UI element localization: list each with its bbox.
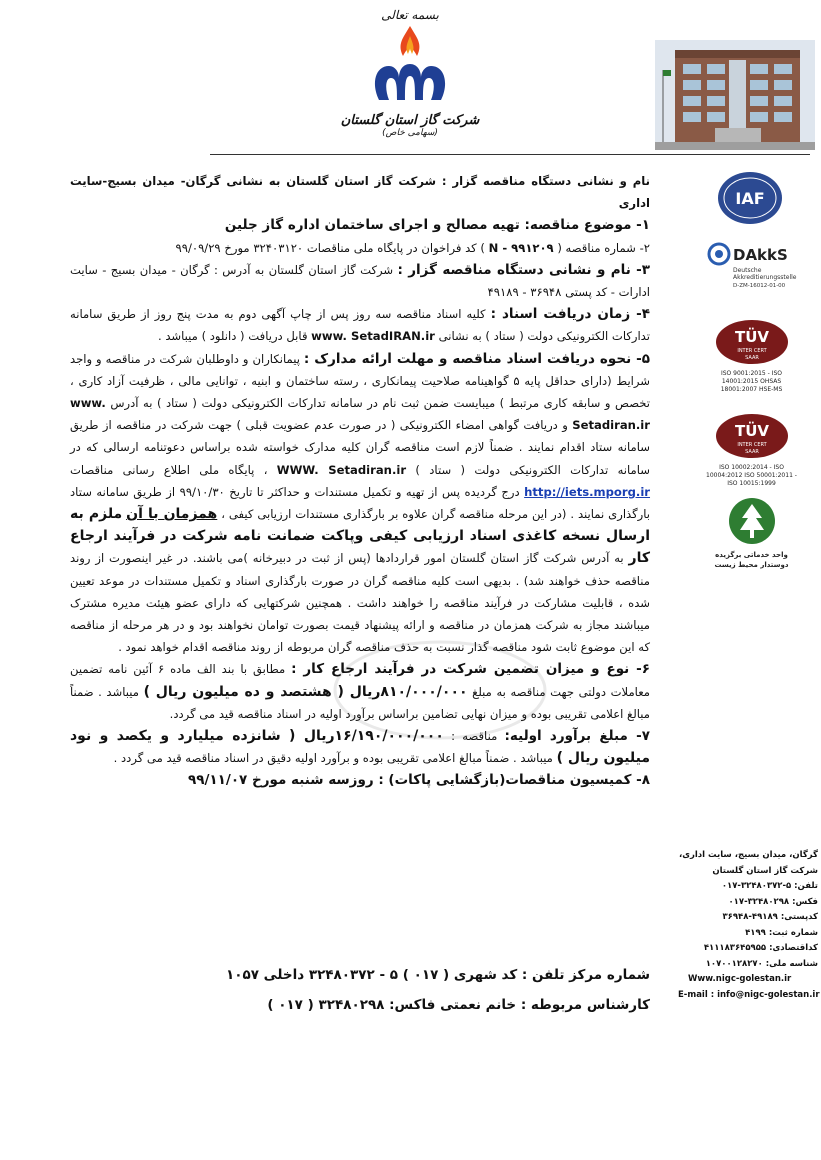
section-7-estimate: ۷- مبلغ برآورد اولیه: مناقصه : ۱۶/۱۹۰/۰۰۰/۰۰۰ریال ( شانزده میلیارد و یکصد و نود میلیون ریال ) میباشد . ضمناً مبالغ اعلامی تقریبی بوده و برآورد اولیه دقیق در اسناد مناقصه قید می گردد . [70, 728, 650, 767]
notice-body [70, 170, 650, 792]
svg-text:INTER CERT: INTER CERT [736, 348, 767, 354]
svg-text:Akkreditierungsstelle: Akkreditierungsstelle [732, 274, 796, 281]
iaf-cert-badge [702, 170, 797, 230]
tender-intro: نام و نشانی دستگاه مناقصه گزار : شرکت گاز استان گلستان به نشانی گرگان- میدان بسیج-سایت اداری [70, 174, 650, 211]
iaf-logo-icon [716, 170, 784, 226]
svg-text:TÜV: TÜV [734, 328, 769, 346]
environment-award-caption-1: واحد خدماتی برگزیده [715, 551, 788, 559]
tuv-logo-icon [712, 318, 792, 366]
svg-text:SAAR: SAAR [744, 449, 759, 455]
tuv-cert-badge-2 [704, 412, 799, 488]
dakks-label: DAkkS [732, 246, 788, 264]
environment-tree-icon [727, 496, 777, 546]
tender-number: N - ۹۹۱۲۰۹ [488, 240, 554, 255]
contact-email[interactable]: E-mail : info@nigc-golestan.ir [678, 989, 820, 1000]
contact-postal-code: کدپستی: ۴۹۱۸۹-۳۶۹۴۸ [722, 912, 818, 922]
svg-text:INTER CERT: INTER CERT [736, 442, 767, 448]
dakks-logo-icon [703, 234, 803, 292]
company-logo [340, 8, 480, 158]
section-8-commission: ۸- کمیسیون مناقصات(بازگشایی پاکات) : روزسه شنبه مورخ ۹۹/۱۱/۰۷ [188, 772, 650, 789]
contact-national-id: شناسه ملی: ۱۰۷۰۰۱۲۸۲۷۰ [705, 958, 818, 969]
guarantee-amount: ۸۱۰/۰۰۰/۰۰۰ریال ( هشتصد و ده میلیون ریال ) [143, 683, 468, 700]
section-4-document-time: ۴- زمان دریافت اسناد : کلیه اسناد مناقصه سه روز پس از چاپ آگهی دوم به مدت پنج روز از طریق سامانه تدارکات الکترونیکی دولت ( ستاد ) به نشانی www. SetadIRAN.ir قابل دریافت ( دانلود ) میباشد . [70, 306, 651, 344]
section-2-tender-number: ۲- شماره مناقصه ( N - ۹۹۱۲۰۹ ) کد فراخوان در پایگاه ملی مناقصات ۳۲۴۰۳۱۲۰ مورخ ۹۹/۰۹/۲۹ [175, 240, 650, 255]
contact-website[interactable]: Www.nigc-golestan.ir [688, 974, 792, 984]
section-5-procedure: ۵- نحوه دریافت اسناد مناقصه و مهلت ارائه مدارک : پیمانکاران و داوطلبان شرکت در مناقصه و واجد شرایط (دارای حداقل پایه ۵ گواهینامه صلاحیت پیمانکاری ، رسته ساختمان و ابنیه ، توانایی مالی ، ظرفیت آزاد کاری ، تخصص و سابقه کاری مرتبط ) میبایست ضمن ثبت نام در سامانه تدارکات الکترونیکی دولت ( ستاد ) به آدرس www. Setadiran.ir و دریافت گواهی امضاء الکترونیکی ( در صورت عدم عضویت قبلی ) جهت شرکت در مناقصه از طریق سامانه ستاد اقدام نمایند . ضمناً لازم است مناقصه گران کلیه مدارک خواسته شده براساس دعوتنامه ارسالی که در سامانه تدارکات الکترونیکی دولت ( ستاد ) WWW. Setadiran.ir ، پایگاه ملی اطلاع رسانی مناقصات http://iets.mporg.ir درج گردیده پس از تهیه و تکمیل مستندات و حداکثر تا تاریخ ۹۹/۱۰/۳۰ از طریق سامانه ستاد بارگذاری نمایند . (در این مرحله مناقصه گران علاوه بر بارگذاری مستندات ارزیابی کیفی ، همزمان با آن ملزم به ارسال نسخه کاغذی اسناد ارزیابی کیفی وپاکت ضمانت نامه شرکت در فرآیند ارجاع کار به آدرس شرکت گاز استان گلستان امور قراردادها (پس از ثبت در دبیرخانه )می باشند. در غیر اینصورت از روند مناقصه حذف خواهند شد) . بدیهی است کلیه مناقصه گران در صورت بارگذاری اسناد و تکمیل مستندات در موعد تعیین شده ، قابلیت مشارکت در فرآیند مناقصه را خواهند داشت . همچنین شرکتهایی که دارای عضو هیئت مدیره مشترک میباشند مجاز به شرکت همزمان در مناقصه و ارائه پیشنهاد قیمت بصورت توامان نخواهند بود و در هر مرحله از مناقصه که این موضوع ثابت شود مناقصه گذار نسبت به حذف مناقصه گران مربوطه از روند مناقصه اقدام خواهد نمود . [70, 350, 651, 655]
contact-person: کارشناس مربوطه : خانم نعمتی فاکس: ۳۲۴۸۰۲۹۸ ( ۰۱۷ ) [267, 997, 650, 1013]
svg-text:D-ZM-16012-01-00: D-ZM-16012-01-00 [732, 283, 785, 289]
tuv-cert-badge-1 [704, 318, 799, 394]
contact-line: شرکت گاز استان گلستان [712, 865, 818, 876]
notice-footer [70, 960, 650, 1020]
environment-award-badge [704, 496, 799, 570]
section-3-organizer: ۳- نام و نشانی دستگاه مناقصه گزار : شرکت گاز استان گلستان به آدرس : گرگان - میدان بسیج - سایت ادارات - کد پستی ۳۶۹۴۸ - ۴۹۱۸۹ [70, 261, 650, 300]
company-name: شرکت گاز استان گلستان [340, 113, 480, 128]
setad-address[interactable]: www. Setadiran.ir [70, 396, 650, 433]
contact-registration-number: شماره ثبت: ۴۱۹۹ [745, 927, 818, 938]
iaf-label: IAF [734, 189, 765, 208]
header-divider [210, 154, 810, 155]
setad-link[interactable]: www. SetadIRAN.ir [311, 329, 435, 344]
iets-link[interactable]: http://iets.mporg.ir [524, 484, 651, 499]
besmellah: بسمه تعالی [381, 8, 439, 22]
contact-line: گرگان، میدان بسیج، سایت اداری، [678, 850, 818, 860]
section-6-guarantee: ۶- نوع و میزان تضمین شرکت در فرآیند ارجاع کار : مطابق با بند الف ماده ۶ آئین نامه تضمین معاملات دولتی جهت مناقصه به مبلغ ۸۱۰/۰۰۰/۰۰۰ریال ( هشتصد و ده میلیون ریال ) میباشد . ضمناً مبالغ اعلامی تقریبی بوده و میزان نهایی تضامین براساس برآورد اولیه در اسناد مناقصه قید می گردد. [70, 661, 650, 721]
tuv-standards-2: ISO 10002:2014 - ISO 10004:2012 ISO 50001:2011 - ISO 10015:1999 [706, 464, 797, 487]
tuv-logo-icon [712, 412, 792, 460]
company-type: (سهامی خاص) [382, 128, 438, 138]
contact-phone: تلفن: ۵-۳۲۴۸۰۳۷۲-۰۱۷ [721, 881, 818, 891]
contact-fax: فکس: ۳۲۴۸۰۲۹۸-۰۱۷ [728, 896, 818, 907]
estimate-amount: ۱۶/۱۹۰/۰۰۰/۰۰۰ریال ( شانزده میلیارد و یکصد و نود میلیون ریال ) [70, 728, 650, 767]
svg-text:SAAR: SAAR [744, 355, 759, 361]
svg-text:Deutsche: Deutsche [732, 267, 761, 274]
setad-address-2[interactable]: WWW. Setadiran.ir [276, 462, 407, 477]
section-1-subject: ۱- موضوع مناقصه: تهیه مصالح و اجرای ساختمان اداره گاز جلین [224, 217, 650, 234]
environment-award-caption-2: دوستدار محیط زیست [714, 561, 789, 569]
contact-economic-code: کداقتصادی: ۴۱۱۱۸۳۶۴۵۹۵۵ [703, 943, 818, 953]
svg-text:TÜV: TÜV [734, 422, 769, 440]
phone-center: شماره مرکز تلفن : کد شهری ( ۰۱۷ ) ۵ - ۳۲۴۸۰۳۷۲ داخلی ۱۰۵۷ [226, 967, 650, 983]
tuv-standards-1: ISO 9001:2015 - ISO 14001:2015 OHSAS 18001:2007 HSE-MS [720, 370, 783, 393]
gas-flame-logo-icon [365, 22, 455, 107]
dakks-cert-badge [700, 234, 805, 296]
headquarters-building-image [655, 40, 815, 150]
sidebar-contact-info [678, 848, 818, 1003]
